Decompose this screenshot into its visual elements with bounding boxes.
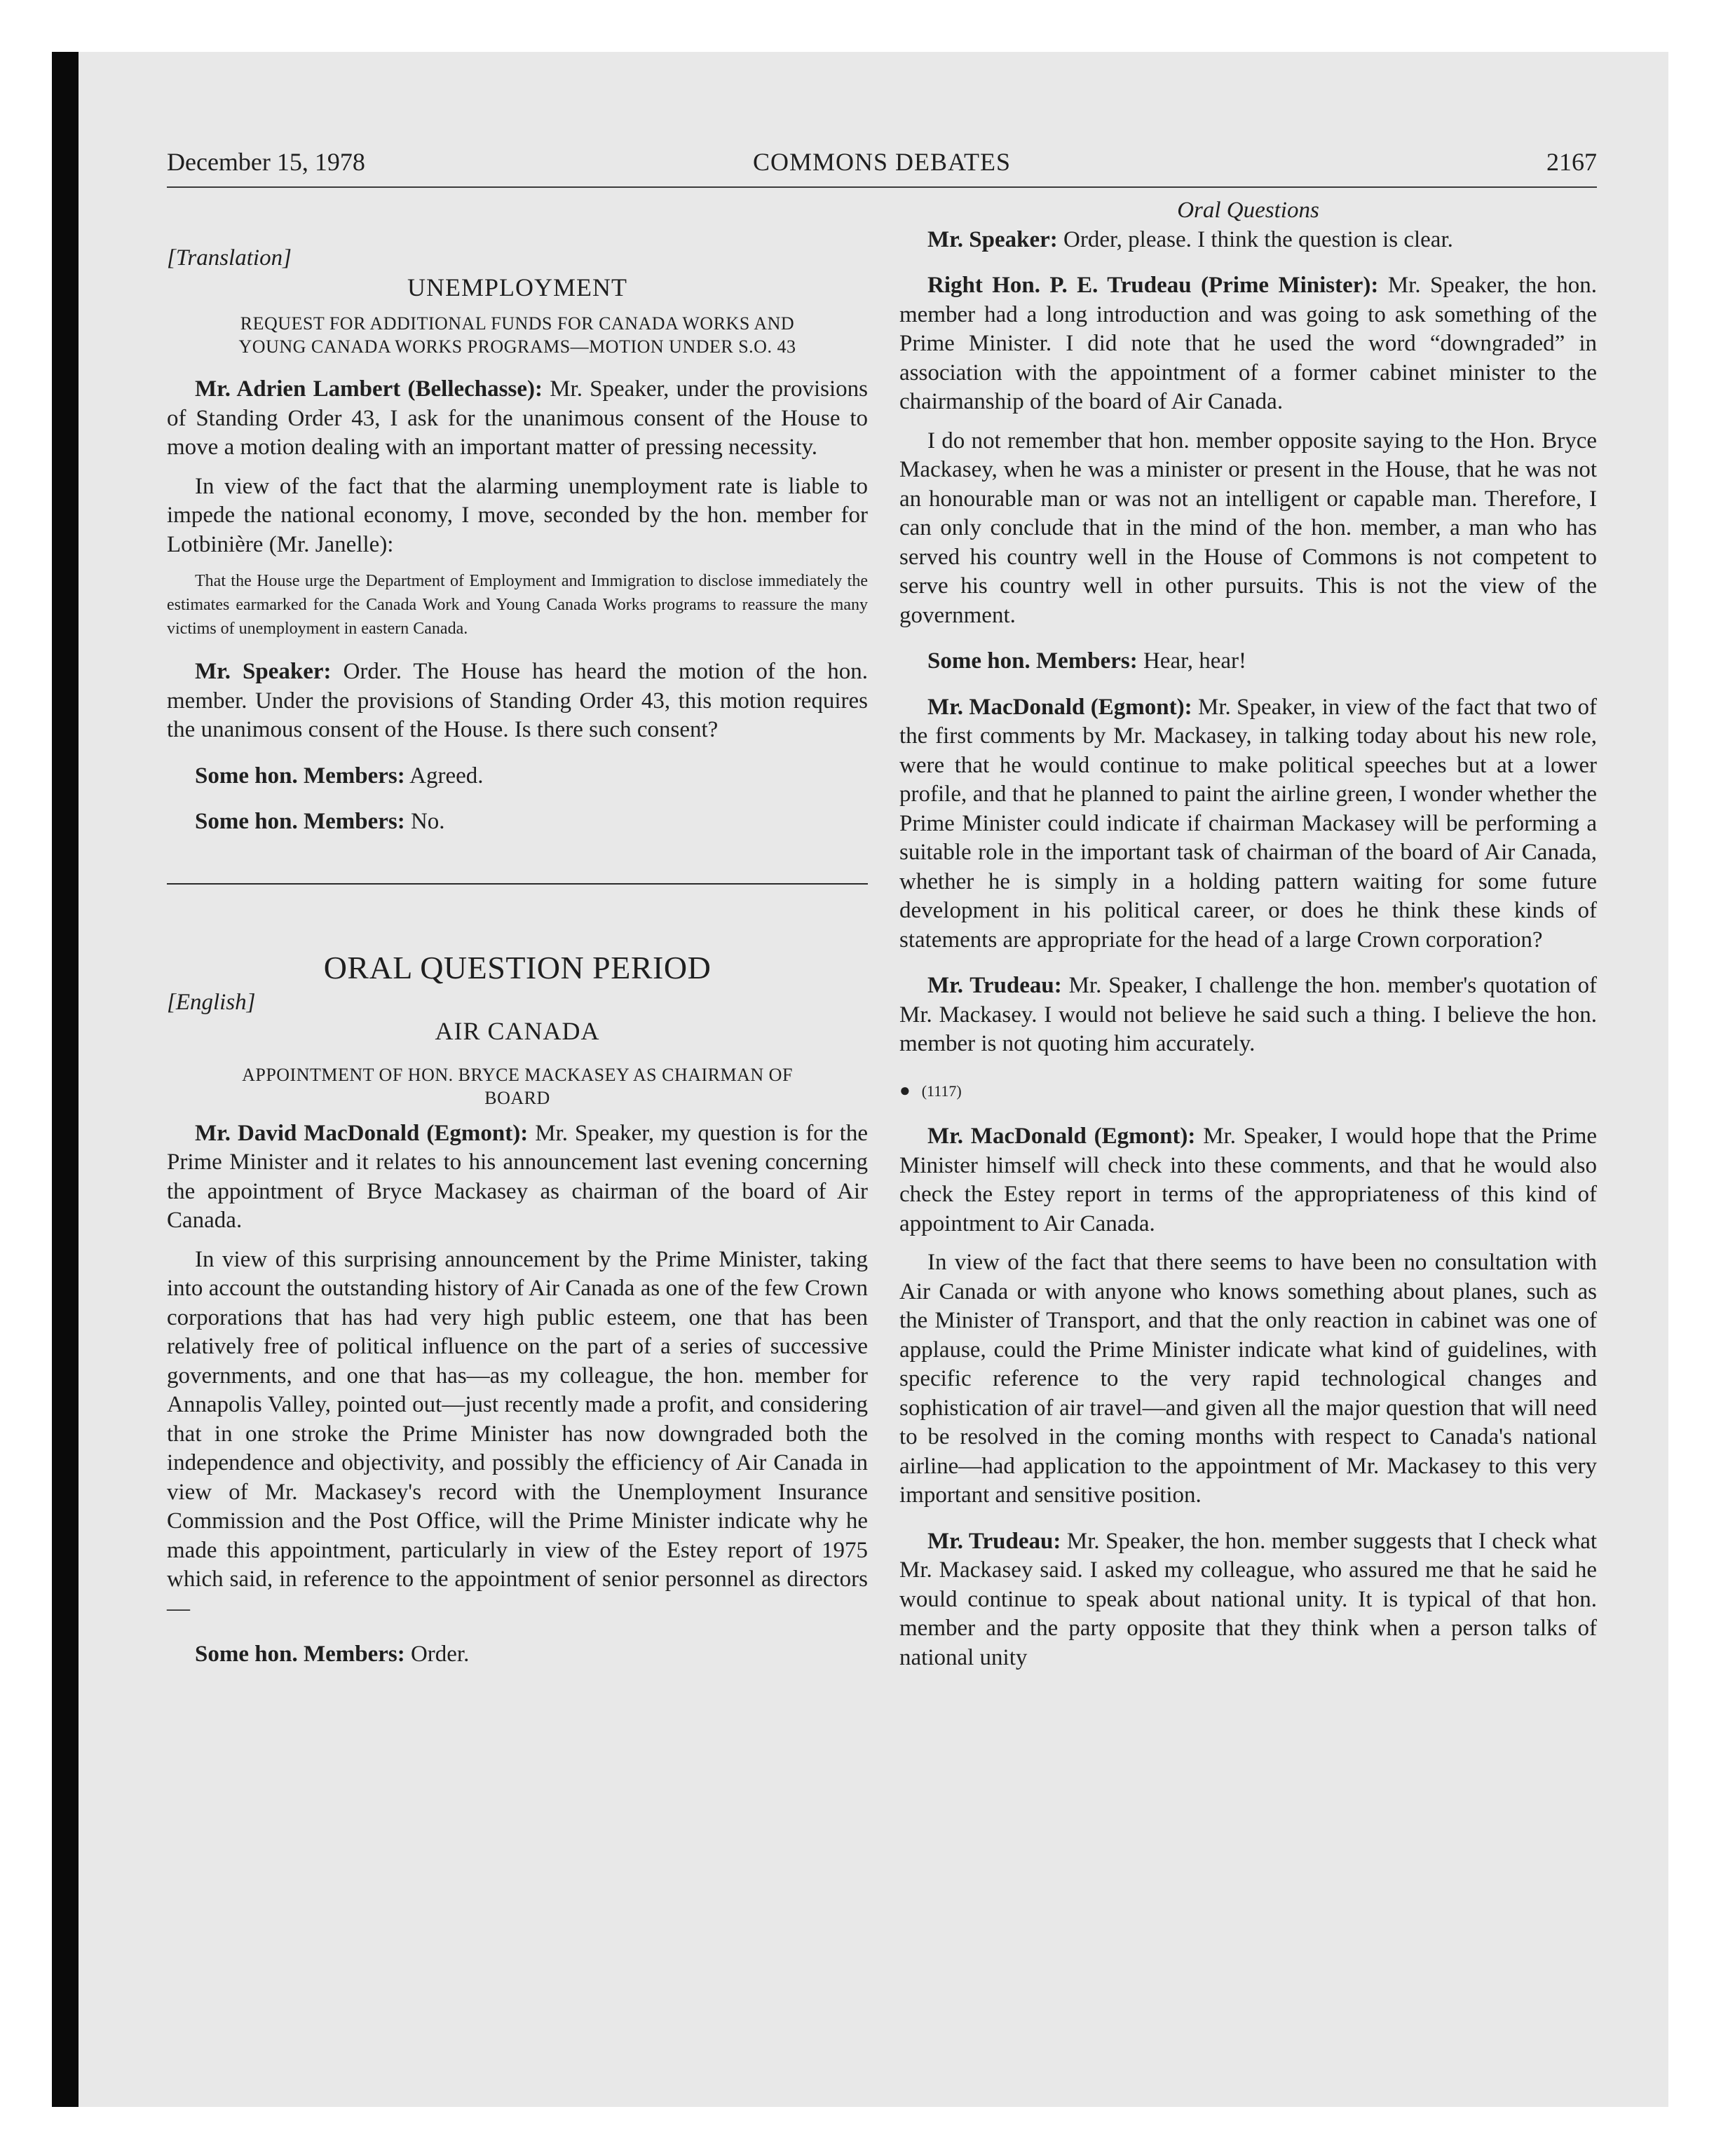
section-title-unemployment: UNEMPLOYMENT [407, 273, 627, 301]
speech-text: Mr. Speaker, I would hope that the Prime Minister himself will check into these comments, and that he would also check the Estey report in terms of the appropriateness of this kind of appointment to Air Canada. [899, 1124, 1598, 1236]
section-subtitle-line: BOARD [484, 1087, 550, 1108]
speech-paragraph [899, 1527, 1597, 1673]
section-subtitle-line: APPOINTMENT OF HON. BRYCE MACKASEY AS CHAIRMAN OF [242, 1064, 793, 1085]
page-header [167, 144, 1597, 188]
speech-text: Mr. Speaker, the hon. member suggests that I check what Mr. Mackasey said. I asked my colleague, who assured me that he said he would continue to speak about national unity. It is typical of that hon. member and the party opposite that they think when a person talks of national unity [899, 1528, 1598, 1670]
binding-edge [52, 52, 79, 2107]
speech-paragraph [899, 1122, 1597, 1239]
speech-paragraph: I do not remember that hon. member opposite saying to the Hon. Bryce Mackasey, when he was a minister or present in the House, that he was not an honourable man or was not an intelligent or capable man. Therefore, I can only conclude that in the mind of the hon. member, a man who has served his country well in the House of Commons is not competent to serve his country well in other pursuits. This is not the view of the government. [899, 428, 1597, 628]
speaker-name: Right Hon. P. E. Trudeau (Prime Minister): [927, 273, 1379, 298]
speech-text: Order. [410, 1642, 470, 1667]
translation-label: [Translation] [167, 245, 292, 271]
english-label: [English] [167, 989, 256, 1015]
speech-paragraph [899, 226, 1597, 255]
speech-paragraph [167, 1640, 868, 1670]
speech-paragraph [167, 657, 868, 745]
speaker-name: Mr. David MacDonald (Egmont): [195, 1120, 529, 1146]
speech-paragraph [899, 647, 1597, 676]
speech-text: Mr. Speaker, my question is for the Prime Minister and it relates to his announcement last evening concerning the appointment of Bryce Mackasey as chairman of the board of Air Canada. [167, 1120, 868, 1233]
speech-text: Hear, hear! [1143, 648, 1247, 674]
speech-paragraph [167, 807, 868, 837]
speaker-name: Mr. Trudeau: [927, 1528, 1061, 1554]
speech-paragraph: In view of the fact that there seems to have been no consultation with Air Canada or with anyone who knows something about planes, such as the Minister of Transport, and that the only reaction in cabinet was one of applause, could the Prime Minister indicate what kind of guidelines, with specific reference to the very rapid technological changes and sophistication of air travel—and given all the major question that will need to be resolved in the coming months with respect to Canada's national airline—had application to the appointment of Mr. Mackasey to this very important and sensitive position. [899, 1250, 1597, 1508]
speech-paragraph [167, 762, 868, 791]
speaker-name: Mr. Adrien Lambert (Bellechasse): [195, 376, 543, 402]
oral-question-period-title: ORAL QUESTION PERIOD [323, 949, 712, 985]
header-page-number: 2167 [1546, 148, 1597, 176]
section-subtitle-line: YOUNG CANADA WORKS PROGRAMS—MOTION UNDER S.O. 43 [238, 336, 796, 357]
speech-text: No. [410, 809, 445, 834]
speaker-name: Some hon. Members: [195, 763, 405, 789]
speaker-name: Mr. MacDonald (Egmont): [927, 694, 1192, 720]
right-column [899, 196, 1597, 1672]
header-date: December 15, 1978 [167, 148, 365, 176]
speaker-name: Mr. Trudeau: [927, 973, 1062, 998]
speech-paragraph [167, 1119, 868, 1236]
time-marker-text: (1117) [921, 1082, 962, 1100]
header-publication: COMMONS DEBATES [752, 148, 1012, 176]
speech-paragraph [899, 271, 1597, 417]
speaker-name: Some hon. Members: [927, 648, 1138, 674]
time-marker [899, 1076, 1597, 1106]
bullet-icon: ● [899, 1079, 911, 1100]
speech-text: Mr. Speaker, I challenge the hon. member's quotation of Mr. Mackasey. I would not believe he said such a thing. I believe the hon. member is not quoting him accurately. [899, 973, 1598, 1056]
speech-paragraph [899, 971, 1597, 1059]
speech-text: Order. The House has heard the motion of the hon. member. Under the provisions of Standing Order 43, this motion requires the unanimous consent of the House. Is there such consent? [167, 659, 868, 742]
running-head: Oral Questions [1177, 198, 1319, 223]
speaker-name: Mr. Speaker: [195, 659, 332, 684]
speaker-name: Mr. MacDonald (Egmont): [927, 1124, 1196, 1149]
speech-text: Mr. Speaker, under the provisions of Standing Order 43, I ask for the unanimous consent of the House to move a motion dealing with an important matter of pressing necessity. [167, 376, 869, 460]
left-column [167, 196, 868, 1670]
speech-text: Mr. Speaker, in view of the fact that two of the first comments by Mr. Mackasey, in talking today about his new role, were that he would continue to make political speeches but at a lower profile, and that he planned to paint the airline green, I wonder whether the Prime Minister could indicate if chairman Mackasey will be performing a suitable role in the important task of chairman of the board of Air Canada, whether he is simply in a holding pattern waiting for some future development in his political career, or does he think these kinds of statements are appropriate for the head of a large Crown corporation? [899, 694, 1597, 953]
speech-text: Agreed. [409, 763, 484, 789]
speaker-name: Mr. Speaker: [927, 226, 1058, 252]
speech-paragraph: In view of the fact that the alarming unemployment rate is liable to impede the national economy, I move, seconded by the hon. member for Lotbinière (Mr. Janelle): [167, 473, 868, 557]
speaker-name: Some hon. Members: [195, 809, 405, 834]
speech-paragraph [167, 375, 868, 463]
speech-text: Order, please. I think the question is clear. [1063, 226, 1453, 252]
speaker-name: Some hon. Members: [195, 1642, 405, 1667]
speech-text: Mr. Speaker, the hon. member had a long introduction and was going to ask something of the Prime Minister. I did note that he used the word “downgraded” in association with the appointment of a former cabinet minister to the chairmanship of the board of Air Canada. [899, 273, 1597, 414]
section-title-air-canada: AIR CANADA [435, 1017, 600, 1045]
section-subtitle-line: REQUEST FOR ADDITIONAL FUNDS FOR CANADA WORKS AND [240, 313, 795, 334]
speech-paragraph [899, 693, 1597, 955]
speech-paragraph: In view of this surprising announcement by the Prime Minister, taking into account the outstanding history of Air Canada as one of the few Crown corporations that has had very high public esteem, one that has been relatively free of political influence on the part of a series of successive governments, and one that has—as my colleague, the hon. member for Annapolis Valley, pointed out—just recently made a profit, and considering that in one stroke the Prime Minister has now downgraded both the independence and objectivity, and possibly the efficiency of Air Canada in view of Mr. Mackasey's record with the Unemployment Insurance Commission and the Post Office, will the Prime Minister indicate why he made this appointment, particularly in view of the Estey report of 1975 which said, in reference to the appointment of senior personnel as directors— [167, 1246, 868, 1621]
motion-text: That the House urge the Department of Employment and Immigration to disclose immediately the estimates earmarked for the Canada Work and Young Canada Works programs to reassure the many victims of unemployment in eastern Canada. [167, 572, 868, 638]
